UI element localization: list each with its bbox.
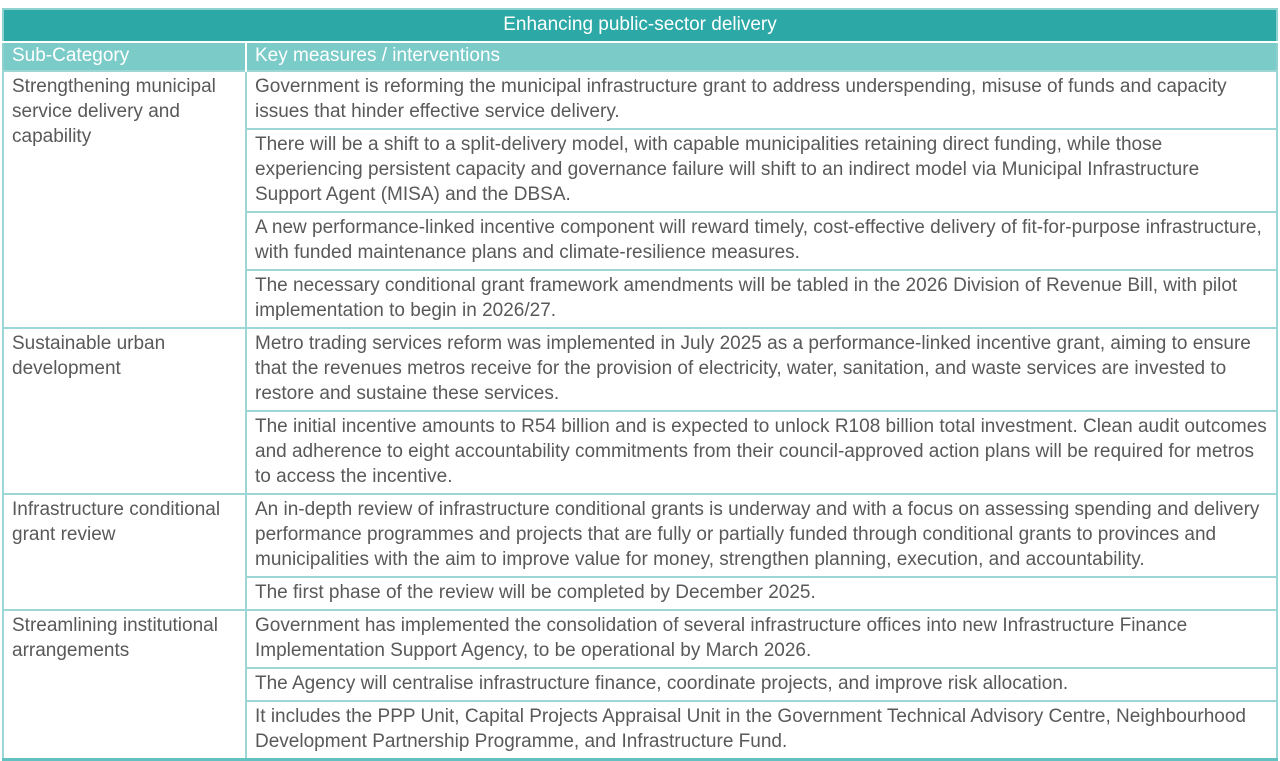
category-cell-sustainable-urban: Sustainable urban development (3, 328, 246, 494)
measure-cell: An in-depth review of infrastructure conditional grants is underway and with a focus on assessing spending and delivery performance programmes and projects that are fully or partially funded through conditional grants to provinces and municipalities with the aim to improve value for money, strengthen planning, execution, and accountability. (246, 494, 1277, 577)
measure-cell: Metro trading services reform was implemented in July 2025 as a performance-linked incentive grant, aiming to ensure that the revenues metros receive for the provision of electricity, water, sanitation, and waste services are invested to restore and sustaine these services. (246, 328, 1277, 411)
table-row (3, 71, 1277, 129)
measure-cell: A new performance-linked incentive component will reward timely, cost-effective delivery of fit-for-purpose infrastructure, with funded maintenance plans and climate-resilience measures. (246, 212, 1277, 270)
table-row (3, 610, 1277, 668)
measure-cell: Government is reforming the municipal infrastructure grant to address underspending, misuse of funds and capacity issues that hinder effective service delivery. (246, 71, 1277, 129)
measure-cell: The first phase of the review will be completed by December 2025. (246, 577, 1277, 610)
measure-cell: Government has implemented the consolidation of several infrastructure offices into new Infrastructure Finance Implementation Support Agency, to be operational by March 2026. (246, 610, 1277, 668)
measure-cell: It includes the PPP Unit, Capital Projects Appraisal Unit in the Government Technical Advisory Centre, Neighbourhood Development Partnership Programme, and Infrastructure Fund. (246, 701, 1277, 760)
table-row (3, 494, 1277, 577)
column-header-sub-category: Sub-Category (3, 42, 246, 71)
table-title: Enhancing public-sector delivery (3, 9, 1277, 42)
measure-cell: The necessary conditional grant framework amendments will be tabled in the 2026 Division of Revenue Bill, with pilot implementation to begin in 2026/27. (246, 270, 1277, 328)
table-title-row (3, 9, 1277, 42)
category-cell-conditional-grant-review: Infrastructure conditional grant review (3, 494, 246, 610)
measure-cell: There will be a shift to a split-delivery model, with capable municipalities retaining direct funding, while those experiencing persistent capacity and governance failure will shift to an indirect model via Municipal Infrastructure Support Agent (MISA) and the DBSA. (246, 129, 1277, 212)
table-row (3, 328, 1277, 411)
column-header-key-measures: Key measures / interventions (246, 42, 1277, 71)
public-sector-delivery-table (2, 8, 1278, 761)
table-header-row (3, 42, 1277, 71)
measure-cell: The Agency will centralise infrastructure finance, coordinate projects, and improve risk allocation. (246, 668, 1277, 701)
category-cell-streamlining-institutional: Streamlining institutional arrangements (3, 610, 246, 760)
category-cell-strengthening-municipal: Strengthening municipal service delivery and capability (3, 71, 246, 328)
measure-cell: The initial incentive amounts to R54 billion and is expected to unlock R108 billion total investment. Clean audit outcomes and adherence to eight accountability commitments from their council-approved action plans will be required for metros to access the incentive. (246, 411, 1277, 494)
